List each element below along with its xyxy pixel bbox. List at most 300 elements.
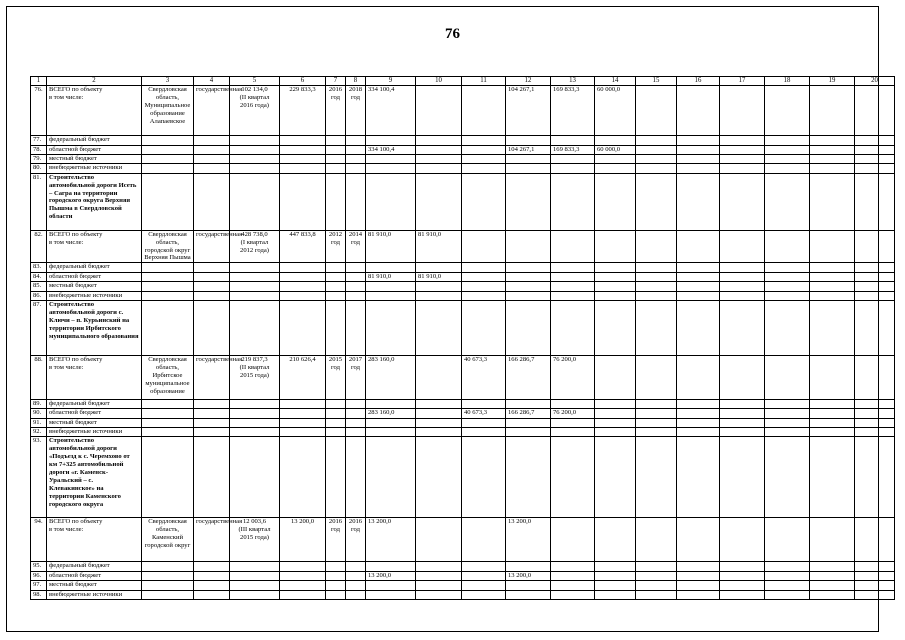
header-cell: 13	[551, 77, 595, 86]
table-cell	[326, 145, 346, 154]
table-cell: 2012 год	[326, 230, 346, 263]
table-cell	[810, 418, 855, 427]
table-cell	[810, 282, 855, 291]
table-cell: 166 286,7	[506, 409, 551, 418]
table-cell	[677, 428, 720, 437]
table-cell	[346, 571, 366, 580]
table-cell	[416, 291, 462, 300]
table-cell	[280, 418, 326, 427]
table-cell	[280, 590, 326, 599]
table-cell	[636, 409, 677, 418]
table-row	[31, 86, 895, 136]
table-cell	[462, 418, 506, 427]
table-cell	[810, 409, 855, 418]
table-cell	[636, 263, 677, 272]
table-row	[31, 409, 895, 418]
table-row	[31, 164, 895, 173]
header-cell: 12	[506, 77, 551, 86]
table-cell	[810, 518, 855, 562]
table-cell: 169 833,3	[551, 145, 595, 154]
table-cell	[765, 136, 810, 145]
table-cell	[595, 399, 636, 408]
table-cell: Строительство автомобильной дороги с. Ключи – п. Курьинский на территории Ирбитского муниципального образования	[47, 300, 142, 355]
table-cell	[595, 581, 636, 590]
table-cell	[720, 300, 765, 355]
table-cell: местный бюджет	[47, 282, 142, 291]
table-cell	[810, 86, 855, 136]
table-cell	[230, 418, 280, 427]
table-cell	[765, 291, 810, 300]
table-cell	[765, 300, 810, 355]
table-cell	[194, 428, 230, 437]
table-cell	[230, 164, 280, 173]
table-cell	[636, 272, 677, 281]
table-cell: 102 134,0 (II квартал 2016 года)	[230, 86, 280, 136]
table-cell: 78.	[31, 145, 47, 154]
table-cell: 283 160,0	[366, 409, 416, 418]
table-cell	[720, 562, 765, 571]
table-cell: государственная	[194, 230, 230, 263]
table-cell	[720, 437, 765, 518]
table-cell: областной бюджет	[47, 571, 142, 580]
table-cell	[230, 291, 280, 300]
table-cell	[366, 291, 416, 300]
table-row	[31, 581, 895, 590]
table-cell: 81.	[31, 173, 47, 230]
table-cell	[194, 291, 230, 300]
table-cell	[280, 291, 326, 300]
table-cell	[506, 562, 551, 571]
table-cell	[462, 562, 506, 571]
table-cell	[416, 145, 462, 154]
table-cell: 81 910,0	[416, 230, 462, 263]
table-cell	[280, 428, 326, 437]
table-cell: 60 000,0	[595, 145, 636, 154]
header-cell: 11	[462, 77, 506, 86]
table-cell	[551, 428, 595, 437]
table-cell	[636, 291, 677, 300]
table-cell	[142, 136, 194, 145]
table-cell: 91.	[31, 418, 47, 427]
table-row	[31, 154, 895, 163]
table-cell	[416, 136, 462, 145]
table-cell	[194, 263, 230, 272]
table-cell	[194, 282, 230, 291]
table-cell: государственная	[194, 355, 230, 399]
table-cell	[551, 154, 595, 163]
table-cell	[677, 399, 720, 408]
table-cell: 428 738,0 (I квартал 2012 года)	[230, 230, 280, 263]
table-cell	[366, 590, 416, 599]
table-cell	[810, 581, 855, 590]
table-cell	[346, 263, 366, 272]
table-cell	[462, 173, 506, 230]
table-cell	[765, 282, 810, 291]
table-cell: 2016 год	[346, 518, 366, 562]
table-cell: 76 200,0	[551, 409, 595, 418]
budget-table	[30, 76, 895, 600]
table-cell	[720, 164, 765, 173]
table-cell	[326, 164, 346, 173]
table-row	[31, 562, 895, 571]
table-cell	[326, 590, 346, 599]
table-cell	[462, 437, 506, 518]
table-cell	[462, 145, 506, 154]
table-cell	[194, 399, 230, 408]
table-cell	[765, 418, 810, 427]
table-cell	[595, 562, 636, 571]
table-cell	[194, 136, 230, 145]
table-cell	[720, 291, 765, 300]
header-cell: 6	[280, 77, 326, 86]
table-cell	[462, 428, 506, 437]
table-cell	[366, 562, 416, 571]
table-cell	[506, 136, 551, 145]
table-cell	[194, 590, 230, 599]
table-cell: 283 160,0	[366, 355, 416, 399]
table-cell: 81 910,0	[366, 272, 416, 281]
table-cell	[720, 418, 765, 427]
table-cell	[326, 571, 346, 580]
table-cell	[280, 437, 326, 518]
table-cell	[462, 581, 506, 590]
header-cell: 1	[31, 77, 47, 86]
table-cell	[551, 164, 595, 173]
table-cell: 85.	[31, 282, 47, 291]
table-cell	[720, 399, 765, 408]
table-cell	[810, 263, 855, 272]
table-cell	[142, 581, 194, 590]
table-cell	[416, 86, 462, 136]
table-cell	[720, 590, 765, 599]
table-cell	[595, 282, 636, 291]
table-cell	[142, 263, 194, 272]
table-cell: федеральный бюджет	[47, 399, 142, 408]
table-cell	[462, 86, 506, 136]
table-row	[31, 518, 895, 562]
table-cell	[551, 272, 595, 281]
table-cell	[677, 164, 720, 173]
table-cell: 2016 год	[326, 86, 346, 136]
table-cell	[595, 571, 636, 580]
table-cell	[142, 399, 194, 408]
table-cell	[636, 562, 677, 571]
header-cell: 9	[366, 77, 416, 86]
table-cell: 93.	[31, 437, 47, 518]
table-cell	[720, 409, 765, 418]
table-cell: 2014 год	[346, 230, 366, 263]
table-cell	[855, 399, 895, 408]
table-cell	[595, 164, 636, 173]
table-cell: 96.	[31, 571, 47, 580]
table-cell	[366, 164, 416, 173]
table-cell: 86.	[31, 291, 47, 300]
table-cell: 447 833,8	[280, 230, 326, 263]
table-cell: Свердловская область, Муниципальное образование Алапаевское	[142, 86, 194, 136]
table-cell	[346, 164, 366, 173]
table-cell	[720, 173, 765, 230]
table-cell	[280, 173, 326, 230]
table-cell	[506, 437, 551, 518]
table-cell	[677, 300, 720, 355]
table-row	[31, 272, 895, 281]
table-cell	[194, 145, 230, 154]
table-cell	[551, 399, 595, 408]
table-cell	[280, 581, 326, 590]
table-cell: государственная	[194, 518, 230, 562]
table-cell	[416, 562, 462, 571]
table-cell	[346, 282, 366, 291]
table-cell	[326, 409, 346, 418]
table-cell	[346, 437, 366, 518]
header-cell: 2	[47, 77, 142, 86]
table-cell: 76 200,0	[551, 355, 595, 399]
table-cell: 104 267,1	[506, 145, 551, 154]
table-cell	[551, 263, 595, 272]
table-cell	[636, 154, 677, 163]
table-cell	[194, 409, 230, 418]
table-cell	[720, 355, 765, 399]
table-cell: 81 910,0	[366, 230, 416, 263]
table-cell	[346, 399, 366, 408]
table-cell	[230, 145, 280, 154]
table-cell	[280, 272, 326, 281]
table-cell	[765, 562, 810, 571]
table-row	[31, 263, 895, 272]
table-cell	[720, 571, 765, 580]
table-cell	[230, 154, 280, 163]
table-cell	[855, 581, 895, 590]
table-cell	[551, 230, 595, 263]
table-cell	[366, 428, 416, 437]
table-cell	[366, 154, 416, 163]
table-cell	[142, 291, 194, 300]
table-cell: 219 837,3 (II квартал 2015 года)	[230, 355, 280, 399]
table-cell: 87.	[31, 300, 47, 355]
table-cell: 79.	[31, 154, 47, 163]
table-cell	[551, 562, 595, 571]
table-cell	[326, 300, 346, 355]
table-cell	[765, 145, 810, 154]
table-cell	[551, 173, 595, 230]
header-cell: 16	[677, 77, 720, 86]
table-cell	[366, 136, 416, 145]
table-cell	[142, 282, 194, 291]
table-cell	[230, 571, 280, 580]
table-cell	[636, 428, 677, 437]
table-cell	[855, 230, 895, 263]
table-cell	[677, 263, 720, 272]
header-cell: 8	[346, 77, 366, 86]
table-cell	[551, 581, 595, 590]
table-cell	[230, 581, 280, 590]
table-cell: 60 000,0	[595, 86, 636, 136]
table-cell	[855, 418, 895, 427]
table-cell	[765, 399, 810, 408]
table-cell	[506, 164, 551, 173]
table-cell	[855, 86, 895, 136]
table-row	[31, 355, 895, 399]
table-cell	[326, 263, 346, 272]
table-cell	[720, 282, 765, 291]
table-cell: 84.	[31, 272, 47, 281]
table-cell	[230, 437, 280, 518]
table-cell: 334 100,4	[366, 86, 416, 136]
table-cell	[765, 272, 810, 281]
table-row	[31, 418, 895, 427]
table-cell: государственная	[194, 86, 230, 136]
table-cell	[194, 562, 230, 571]
table-cell	[346, 300, 366, 355]
table-cell	[855, 518, 895, 562]
table-cell	[366, 399, 416, 408]
table-cell	[346, 590, 366, 599]
table-cell	[230, 399, 280, 408]
table-cell	[636, 355, 677, 399]
table-cell: областной бюджет	[47, 145, 142, 154]
table-cell: областной бюджет	[47, 272, 142, 281]
table-row	[31, 428, 895, 437]
table-cell	[416, 399, 462, 408]
table-cell	[765, 355, 810, 399]
table-cell	[326, 428, 346, 437]
table-cell: внебюджетные источники	[47, 428, 142, 437]
header-cell: 3	[142, 77, 194, 86]
table-cell	[280, 145, 326, 154]
table-cell: федеральный бюджет	[47, 562, 142, 571]
table-cell	[326, 291, 346, 300]
table-cell: 210 626,4	[280, 355, 326, 399]
table-cell	[595, 590, 636, 599]
table-cell	[677, 437, 720, 518]
table-cell	[416, 164, 462, 173]
table-cell	[595, 263, 636, 272]
table-cell	[326, 136, 346, 145]
table-cell	[142, 164, 194, 173]
table-cell	[346, 409, 366, 418]
table-cell	[677, 562, 720, 571]
table-cell	[280, 136, 326, 145]
table-cell	[636, 164, 677, 173]
table-cell	[810, 428, 855, 437]
table-cell	[230, 562, 280, 571]
table-cell	[416, 154, 462, 163]
table-cell	[416, 590, 462, 599]
table-cell	[810, 154, 855, 163]
table-cell: 2015 год	[326, 355, 346, 399]
table-cell	[855, 571, 895, 580]
table-cell	[280, 300, 326, 355]
table-row	[31, 291, 895, 300]
table-cell	[810, 230, 855, 263]
table-cell: ВСЕГО по объекту в том числе:	[47, 86, 142, 136]
table-cell	[810, 291, 855, 300]
table-cell	[636, 86, 677, 136]
table-cell	[595, 409, 636, 418]
table-cell	[194, 437, 230, 518]
table-cell	[142, 173, 194, 230]
table-row	[31, 571, 895, 580]
table-cell	[366, 418, 416, 427]
table-cell	[636, 230, 677, 263]
page-number: 76	[445, 26, 460, 42]
table-cell	[720, 86, 765, 136]
table-cell: 40 673,3	[462, 355, 506, 399]
table-cell	[462, 518, 506, 562]
table-cell	[230, 300, 280, 355]
table-cell	[765, 571, 810, 580]
table-cell	[346, 173, 366, 230]
table-cell	[326, 154, 346, 163]
table-cell	[326, 418, 346, 427]
table-cell	[366, 437, 416, 518]
table-cell	[346, 418, 366, 427]
table-cell	[506, 300, 551, 355]
table-cell	[677, 86, 720, 136]
table-cell	[346, 291, 366, 300]
table-cell	[551, 518, 595, 562]
table-cell	[595, 355, 636, 399]
table-cell: внебюджетные источники	[47, 291, 142, 300]
table-cell	[810, 355, 855, 399]
table-cell	[326, 437, 346, 518]
table-cell	[142, 409, 194, 418]
table-cell: 80.	[31, 164, 47, 173]
table-cell	[720, 272, 765, 281]
table-cell	[810, 571, 855, 580]
table-cell	[810, 173, 855, 230]
table-cell	[506, 590, 551, 599]
table-cell	[194, 173, 230, 230]
table-cell: 40 673,3	[462, 409, 506, 418]
table-cell: областной бюджет	[47, 409, 142, 418]
table-cell	[855, 300, 895, 355]
table-cell	[677, 590, 720, 599]
table-cell	[720, 518, 765, 562]
table-cell	[551, 418, 595, 427]
header-cell: 18	[765, 77, 810, 86]
table-cell	[677, 409, 720, 418]
table-cell	[506, 173, 551, 230]
table-cell	[595, 154, 636, 163]
table-cell: 95.	[31, 562, 47, 571]
table-cell	[636, 399, 677, 408]
table-cell: 76.	[31, 86, 47, 136]
table-cell	[595, 428, 636, 437]
table-cell	[810, 437, 855, 518]
table-cell: 98.	[31, 590, 47, 599]
table-cell: 13 200,0	[280, 518, 326, 562]
header-cell: 17	[720, 77, 765, 86]
table-cell	[194, 581, 230, 590]
table-cell	[765, 409, 810, 418]
table-cell	[595, 418, 636, 427]
table-cell: федеральный бюджет	[47, 263, 142, 272]
table-cell	[677, 145, 720, 154]
table-cell	[280, 164, 326, 173]
table-cell	[595, 230, 636, 263]
table-cell	[462, 136, 506, 145]
header-cell: 10	[416, 77, 462, 86]
table-cell: 90.	[31, 409, 47, 418]
table-cell	[810, 399, 855, 408]
table-cell	[765, 173, 810, 230]
table-cell	[416, 409, 462, 418]
header-cell: 7	[326, 77, 346, 86]
table-row	[31, 145, 895, 154]
table-cell	[595, 291, 636, 300]
table-cell	[551, 437, 595, 518]
